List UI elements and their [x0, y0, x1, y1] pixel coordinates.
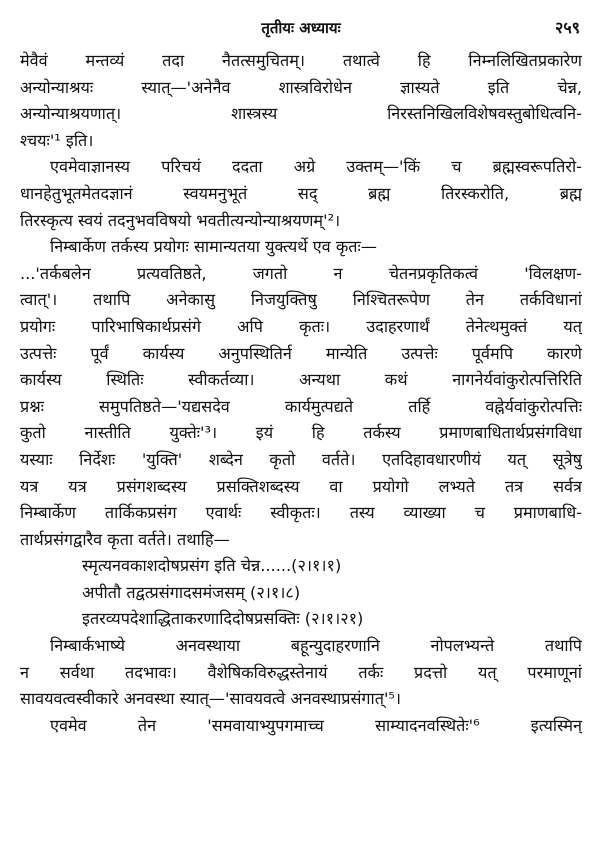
text-line: प्रयोगः पारिभाषिकार्थप्रसंगे अपि कृतः। उदाहरणार्थं तेनेत्थमुक्तं यत् [20, 316, 582, 336]
text-line: ...'तर्कबलेन प्रत्यवतिष्ठते, जगतो न चेतनप्रकृतिकत्वं 'विलक्षण- [20, 263, 582, 283]
sutra-citation: इतरव्यपदेशाद्धिताकरणादिदोषप्रसक्तिः (२।१।२१) [82, 609, 364, 629]
text-line: निम्बार्केण तर्कस्य प्रयोगः सामान्यतया युक्त्यर्थे एव कृतः— [50, 237, 377, 257]
page-number: २५९ [555, 18, 580, 37]
text-line: तिरस्कृत्य स्वयं तदनुभवविषयो भवतीत्यन्योन्याश्रयणम्'²। [20, 210, 341, 230]
text-line: तार्थप्रसंगद्वारैव कृता वर्तते। तथाहि— [20, 529, 230, 549]
sutra-citation: स्मृत्यनवकाशदोषप्रसंग इति चेन्न......(२।१।१) [82, 556, 342, 576]
text-line: सावयवत्वस्वीकारे अनवस्था स्यात्—'सावयवत्वे अनवस्थाप्रसंगात्'⁵। [20, 689, 402, 709]
text-line: अन्योन्याश्रयणात्। शास्त्रस्य निरस्तनिखिलविशेषवस्तुबोधित्वनि- [20, 104, 582, 124]
text-line: कुतो नास्तीति युक्तेः'³। इयं हि तर्कस्य प्रमाणबाधितार्थप्रसंगविधा [20, 423, 582, 443]
text-line: मेवैवं मन्तव्यं तदा नैतत्समुचितम्। तथात्वे हि निम्नलिखितप्रकारेण [20, 51, 582, 70]
text-line: अन्योन्याश्रयः स्यात्—'अनेनैव शास्त्रविरोधेन ज्ञास्यते इति चेन्न, [20, 77, 582, 97]
text-line: न सर्वथा तदभावः। वैशेषिकविरुद्धस्तेनायं तर्कः प्रदत्तो यत् परमाणूनां [20, 662, 582, 682]
chapter-title: तृतीयः अध्यायः [261, 19, 341, 37]
text-line: धानहेतुभूतमेतदज्ञानं स्वयमनुभूतं सद् ब्रह्म तिरस्करोति, ब्रह्म [20, 183, 582, 203]
text-line: एवमेवाज्ञानस्य परिचयं ददता अग्रे उक्तम्—'किं च ब्रह्मस्वरूपतिरो- [50, 157, 582, 177]
text-line: प्रश्नः समुपतिष्ठते—'यद्यसदेव कार्यमुत्पद्यते तर्हि वह्नेर्यवांकुरोत्पत्तिः [20, 396, 582, 416]
text-line: त्वात्'। तथापि अनेकासु निजयुक्तिषु निश्चितरूपेण तेन तर्कविधानां [20, 290, 582, 310]
page-body [20, 48, 582, 739]
text-line: निम्बार्केण तार्किकप्रसंग एवार्थः स्वीकृतः। तस्य व्याख्या च प्रमाणबाधि- [20, 503, 582, 523]
text-line: यस्याः निर्देशः 'युक्ति' शब्देन कृतो वर्तते। एतदिहावधारणीयं यत् सूत्रेषु [20, 449, 582, 469]
page-header [20, 12, 582, 42]
text-line: निम्बार्कभाष्ये अनवस्थाया बहून्युदाहरणानि नोपलभ्यन्ते तथापि [50, 636, 582, 656]
text-line: श्चयः'¹ इति। [20, 130, 94, 150]
text-line: एवमेव तेन 'समवायाभ्युपगमाच्च साम्यादनवस्थितेः'⁶ इत्यस्मिन् [50, 715, 582, 735]
sutra-citation: अपीतौ तद्वत्प्रसंगादसमंजसम्‌ (२।१।८) [82, 582, 301, 602]
text-line: यत्र यत्र प्रसंगशब्दस्य प्रसक्तिशब्दस्य वा प्रयोगो लभ्यते तत्र सर्वत्र [20, 476, 582, 496]
text-line: उत्पत्तेः पूर्वं कार्यस्य अनुपस्थितिर्न मान्येति उत्पत्तेः पूर्वमपि कारणे [20, 343, 582, 363]
text-line: कार्यस्य स्थितिः स्वीकर्तव्या। अन्यथा कथं नागनेर्यवांकुरोत्पत्तिरिति [20, 370, 582, 390]
